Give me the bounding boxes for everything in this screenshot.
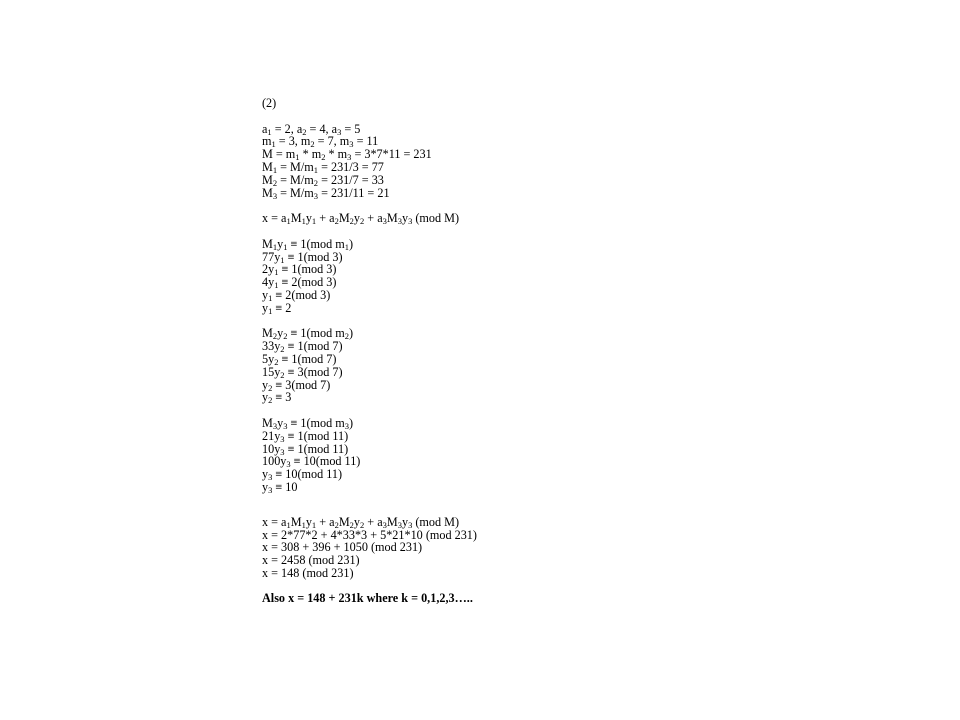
equation-line: $y_2 \equiv 3(mod$ 7) <box>262 377 331 393</box>
subscript: 2 <box>268 382 273 393</box>
subscript: 1 <box>272 164 278 175</box>
given-a-values: $a_1 = 2$, $a_2 = 4$, $a_3 = 5$ <box>262 121 361 137</box>
equation-line: x = 2*77*2 + 4*33*3 + 5*21*10 (mod 231) <box>262 527 477 542</box>
M2-value: $M_2 = M/m_2 = 231/7 = 33$ <box>262 172 384 188</box>
subscript: 3 <box>347 152 352 163</box>
spacer <box>262 404 762 417</box>
spacer <box>262 110 762 123</box>
equation-line: $5y_2 \equiv 1(mod$ 7) <box>262 351 337 367</box>
crt-formula: $x = a_1M_1y_1 + a_2M_2y_2 + a_3M_3y_3$ (mod M) <box>262 211 460 227</box>
subscript: 3 <box>283 420 288 431</box>
equation-line: $77y_1 \equiv 1(mod$ 3) <box>262 249 343 265</box>
subscript: 3 <box>397 519 402 530</box>
subscript: 3 <box>382 216 387 227</box>
subscript: 3 <box>268 484 273 495</box>
subscript: 3 <box>280 446 285 457</box>
subscript: 2 <box>302 126 307 137</box>
equation-line: $M_2y_2 \equiv 1(mod$ $m_2$) <box>262 326 354 342</box>
subscript: 2 <box>280 369 285 380</box>
equation-line: $10y_3 \equiv 1(mod$ 11) <box>262 441 349 457</box>
subscript: 2 <box>360 216 365 227</box>
subscript: 2 <box>349 216 354 227</box>
subscript: 1 <box>272 241 278 252</box>
equation-line: $x = a_1M_1y_1 + a_2M_2y_2 + a_3M_3y_3$ (mod M) <box>262 514 460 530</box>
math-document <box>262 97 762 604</box>
equation-line: $2y_1 \equiv 1(mod$ 3) <box>262 262 337 278</box>
subscript: 2 <box>334 216 339 227</box>
subscript: 3 <box>272 190 278 201</box>
subscript: 3 <box>408 519 413 530</box>
given-m-values: $m_1 = 3$, $m_2 = 7$, $m_3 = 11$ <box>262 134 379 150</box>
subscript: 2 <box>283 331 288 342</box>
equation-line: $4y_1 \equiv 2(mod$ 3) <box>262 275 337 291</box>
subscript: 3 <box>382 519 387 530</box>
subscript: 3 <box>313 190 319 201</box>
subscript: 3 <box>272 420 278 431</box>
equation-line: $M_3y_3 \equiv 1(mod$ $m_3$) <box>262 415 354 431</box>
subscript: 3 <box>280 433 285 444</box>
subscript: 2 <box>280 344 285 355</box>
subscript: 2 <box>268 395 273 406</box>
problem-label: (2) <box>262 96 277 110</box>
subscript: 2 <box>313 177 319 188</box>
subscript: 3 <box>268 472 273 483</box>
subscript: 1 <box>313 164 319 175</box>
equation-line: $y_2 \equiv 3$ <box>262 390 292 406</box>
product-M: $M = m_1 * m_2 * m_3 = 3*7*11 = 231$ <box>262 147 432 163</box>
equation-line: $y_3 \equiv 10(mod$ 11) <box>262 467 343 483</box>
subscript: 1 <box>301 519 306 530</box>
subscript: 2 <box>349 519 354 530</box>
equation-line: x = 308 + 396 + 1050 (mod 231) <box>262 540 423 555</box>
M1-value: $M_1 = M/m_1 = 231/3 = 77$ <box>262 159 384 175</box>
subscript: 2 <box>334 519 339 530</box>
y1-derivation <box>262 238 762 315</box>
M3-value: $M_3 = M/m_3 = 231/11 = 21$ <box>262 185 390 201</box>
equation-line: x = 2458 (mod 231) <box>262 553 360 568</box>
subscript: 1 <box>344 241 350 252</box>
equation-line: x = 148 (mod 231) <box>262 565 354 580</box>
subscript: 2 <box>344 331 350 342</box>
subscript: 1 <box>267 126 272 137</box>
subscript: 3 <box>408 216 413 227</box>
equation-line: $15y_2 \equiv 3(mod$ 7) <box>262 364 343 380</box>
spacer <box>262 225 762 238</box>
subscript: 1 <box>311 216 317 227</box>
subscript: 2 <box>272 331 278 342</box>
subscript: 1 <box>274 267 279 278</box>
subscript: 1 <box>274 280 279 291</box>
subscript: 2 <box>272 177 278 188</box>
equation-line: $y_3 \equiv 10$ <box>262 479 298 495</box>
y2-derivation <box>262 327 762 404</box>
subscript: 1 <box>280 254 285 265</box>
subscript: 3 <box>344 420 350 431</box>
subscript: 2 <box>321 152 326 163</box>
subscript: 1 <box>271 139 276 150</box>
equation-line: $y_1 \equiv 2(mod$ 3) <box>262 287 331 303</box>
equation-line: $33y_2 \equiv 1(mod$ 7) <box>262 339 343 355</box>
subscript: 2 <box>310 139 315 150</box>
subscript: 1 <box>311 519 317 530</box>
subscript: 3 <box>286 459 291 470</box>
spacer <box>262 199 762 212</box>
equation-line: $100y_3 \equiv 10(mod$ 11) <box>262 454 361 470</box>
subscript: 3 <box>397 216 402 227</box>
subscript: 1 <box>295 152 300 163</box>
subscript: 1 <box>283 241 288 252</box>
subscript: 1 <box>286 519 291 530</box>
subscript: 2 <box>274 356 279 367</box>
subscript: 1 <box>301 216 306 227</box>
subscript: 1 <box>268 292 273 303</box>
subscript: 2 <box>360 519 365 530</box>
equation-line: $y_1 \equiv 2$ <box>262 300 292 316</box>
subscript: 3 <box>337 126 342 137</box>
subscript: 1 <box>268 305 273 316</box>
spacer <box>262 494 762 516</box>
subscript: 3 <box>349 139 354 150</box>
solution-steps <box>262 516 762 580</box>
conclusion: Also x = 148 + 231k where k = 0,1,2,3….. <box>262 590 473 605</box>
subscript: 1 <box>286 216 291 227</box>
equation-line: $M_1y_1 \equiv 1(mod$ $m_1$) <box>262 236 354 252</box>
equation-line: $21y_3 \equiv 1(mod$ 11) <box>262 428 349 444</box>
y3-derivation <box>262 417 762 494</box>
